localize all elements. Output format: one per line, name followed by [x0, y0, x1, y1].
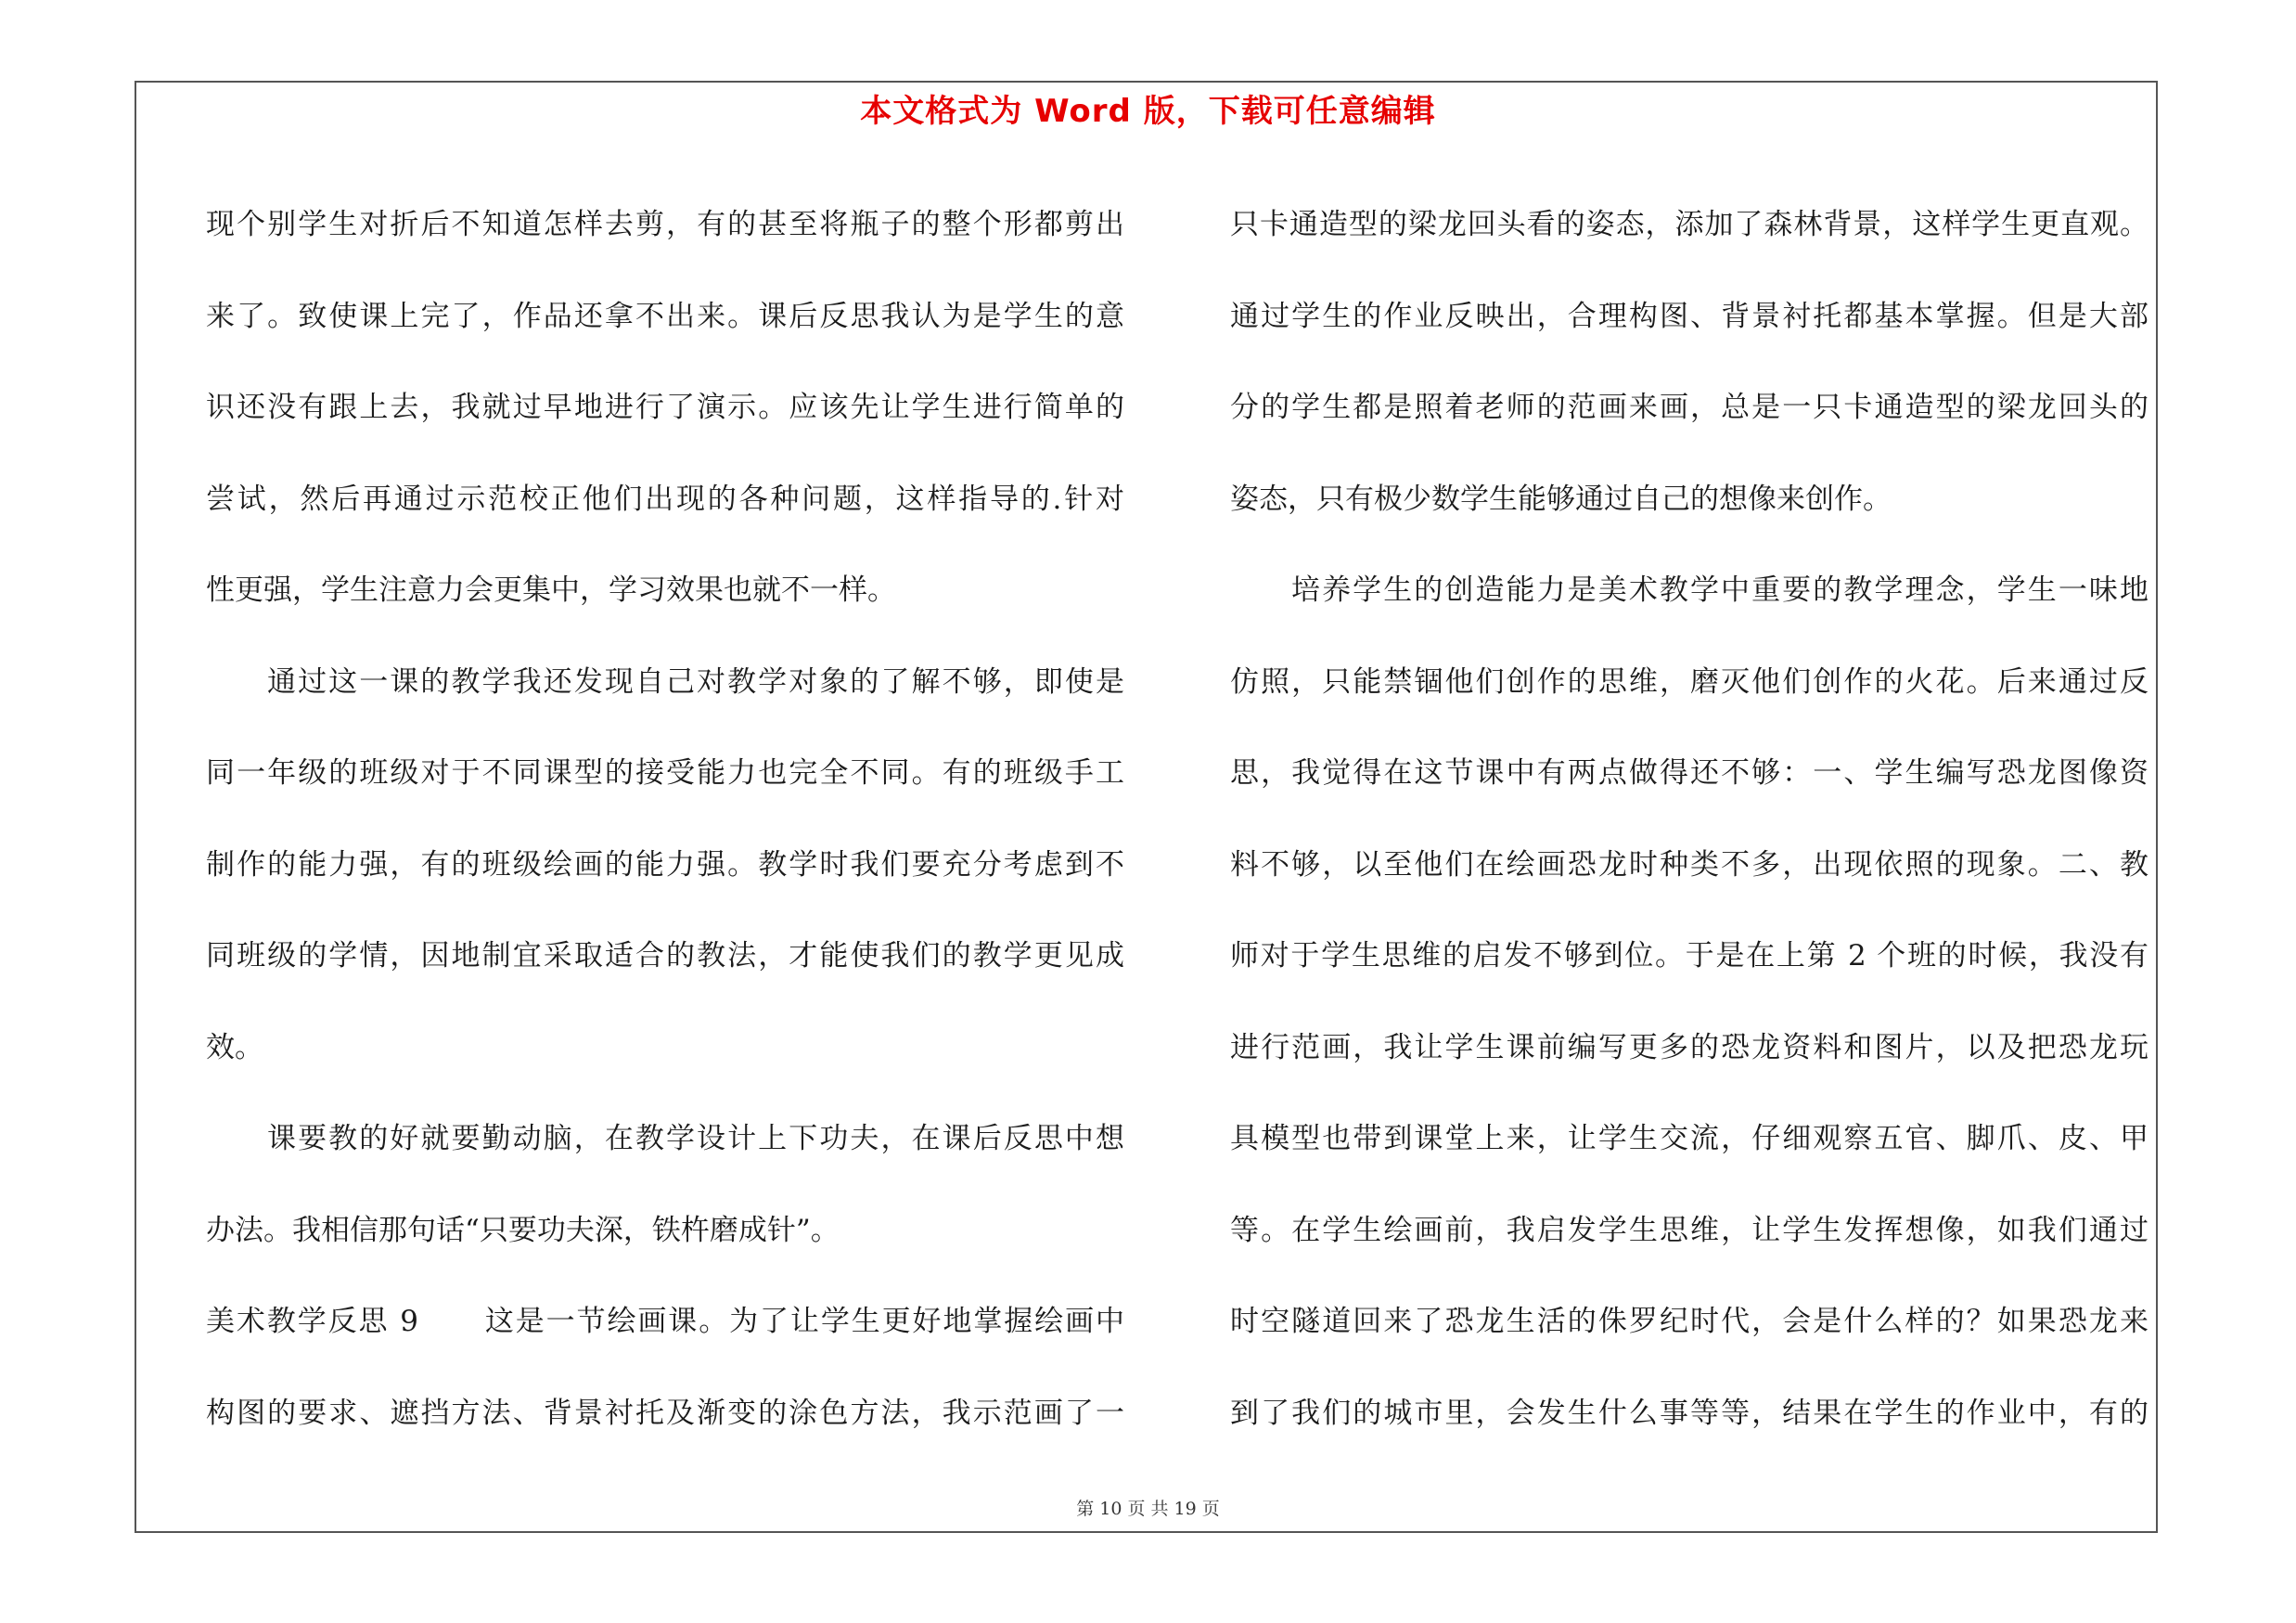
page-number-footer: 第 10 页 共 19 页: [1076, 1499, 1220, 1519]
paragraph-line: 培养学生的创造能力是美术教学中重要的教学理念，学生一味地: [1291, 573, 2148, 607]
paragraph-line: 师对于学生思维的启发不够到位。于是在上第 2 个班的时候，我没有: [1230, 939, 2148, 973]
paragraph-line: 仿照，只能禁锢他们创作的思维，磨灭他们创作的火花。后来通过反: [1230, 664, 2148, 699]
paragraph-line: 姿态，只有极少数学生能够通过自己的想像来创作。: [1230, 482, 1892, 516]
paragraph-line: 制作的能力强，有的班级绘画的能力强。教学时我们要充分考虑到不: [206, 847, 1124, 882]
paragraph-line: 同一年级的班级对于不同课型的接受能力也完全不同。有的班级手工: [206, 756, 1124, 790]
paragraph-line: 进行范画，我让学生课前编写更多的恐龙资料和图片，以及把恐龙玩: [1230, 1030, 2148, 1064]
paragraph-line: 思，我觉得在这节课中有两点做得还不够：一、学生编写恐龙图像资: [1230, 756, 2148, 790]
paragraph-line: 构图的要求、遮挡方法、背景衬托及渐变的涂色方法，我示范画了一: [206, 1396, 1124, 1430]
paragraph-line: 来了。致使课上完了，作品还拿不出来。课后反思我认为是学生的意: [206, 299, 1124, 333]
header-banner: 本文格式为 Word 版，下载可任意编辑: [860, 93, 1436, 130]
paragraph-line: 识还没有跟上去，我就过早地进行了演示。应该先让学生进行简单的: [206, 391, 1124, 424]
paragraph-line: 同班级的学情，因地制宜采取适合的教法，才能使我们的教学更见成: [206, 939, 1124, 973]
section-heading: 美术教学反思 9: [206, 1305, 418, 1338]
paragraph-line: 办法。我相信那句话“只要功夫深，铁杵磨成针”。: [206, 1213, 840, 1247]
paragraph-line: 通过学生的作业反映出，合理构图、背景衬托都基本掌握。但是大部: [1230, 299, 2148, 333]
paragraph-line: 分的学生都是照着老师的范画来画，总是一只卡通造型的梁龙回头的: [1230, 391, 2148, 424]
left-column: [206, 179, 1124, 1459]
paragraph-line: 料不够，以至他们在绘画恐龙时种类不多，出现依照的现象。二、教: [1230, 847, 2148, 882]
paragraph-line: 具模型也带到课堂上来，让学生交流，仔细观察五官、脚爪、皮、甲: [1230, 1122, 2148, 1155]
section-heading-line: [206, 1276, 1124, 1368]
paragraph-line: 现个别学生对折后不知道怎样去剪，有的甚至将瓶子的整个形都剪出: [206, 208, 1124, 241]
right-column: [1230, 179, 2148, 1459]
paragraph-line: 效。: [206, 1030, 263, 1064]
paragraph-line: 性更强，学生注意力会更集中，学习效果也就不一样。: [206, 573, 896, 607]
paragraph-line: 等。在学生绘画前，我启发学生思维，让学生发挥想像，如我们通过: [1230, 1213, 2148, 1247]
paragraph-line: 尝试，然后再通过示范校正他们出现的各种问题，这样指导的.针对: [206, 482, 1124, 516]
paragraph-line: 只卡通造型的梁龙回头看的姿态，添加了森林背景，这样学生更直观。: [1230, 208, 2148, 241]
paragraph-line: 时空隧道回来了恐龙生活的侏罗纪时代，会是什么样的？如果恐龙来: [1230, 1305, 2148, 1338]
paragraph-line: 通过这一课的教学我还发现自己对教学对象的了解不够，即使是: [267, 664, 1124, 699]
paragraph-text: 这是一节绘画课。为了让学生更好地掌握绘画中: [482, 1305, 1124, 1338]
paragraph-line: 课要教的好就要勤动脑，在教学设计上下功夫，在课后反思中想: [267, 1122, 1124, 1155]
paragraph-line: 到了我们的城市里，会发生什么事等等，结果在学生的作业中，有的: [1230, 1396, 2148, 1430]
